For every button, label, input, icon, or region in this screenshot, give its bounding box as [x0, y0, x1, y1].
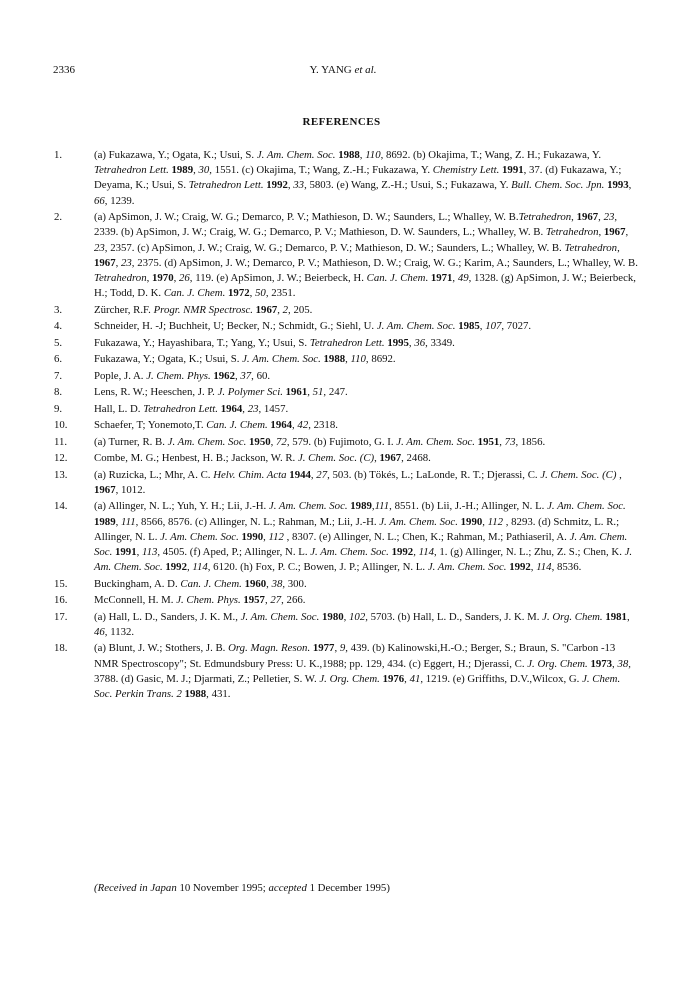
reference-item — [54, 148, 639, 209]
journal-italic: J. Am. Chem. Soc. — [427, 561, 507, 574]
reference-text — [94, 320, 531, 332]
journal-italic: 111 — [121, 515, 136, 528]
journal-italic: 2 — [282, 303, 289, 316]
year-bold: 1993 — [607, 179, 629, 192]
reference-number: 8. — [54, 386, 63, 399]
journal-italic: 38 — [617, 657, 629, 670]
running-head-author: Y. YANG — [309, 64, 352, 76]
reference-segment: , 2339. (b) ApSimon, J. W.; Craig, W. G.; Demarco, P. V.; Mathieson, D. W. Saunders, L.; Whalley, W. B. — [94, 211, 618, 239]
reference-number: 10. — [54, 419, 68, 432]
reference-segment: , 60. — [251, 369, 271, 382]
reference-segment: , — [345, 353, 351, 366]
received-note — [94, 882, 390, 894]
reference-text — [94, 500, 632, 573]
year-bold: 1967 — [603, 226, 626, 239]
journal-italic: J. Org. Chem. — [319, 672, 380, 685]
reference-item — [54, 319, 639, 334]
year-bold: 1967 — [379, 452, 402, 465]
reference-segment: , — [136, 545, 142, 558]
reference-segment: , 1. (g) Allinger, N. L.; Zhu, Z. S.; Chen, K. — [434, 545, 625, 558]
journal-italic: 42 — [297, 419, 309, 432]
year-bold: 1967 — [94, 256, 116, 269]
reference-segment: , — [452, 271, 458, 284]
journal-italic: Can. J. Chem. — [163, 287, 226, 300]
journal-italic: J. Am. Chem. Soc. — [160, 530, 239, 543]
reference-segment: , — [571, 211, 577, 224]
reference-segment: , — [266, 577, 272, 590]
journal-italic: Tetrahedron Lett. — [94, 164, 169, 177]
year-bold: 1980 — [322, 610, 344, 623]
journal-italic: 36 — [414, 336, 426, 349]
received-open: (Received in Japan — [94, 882, 177, 894]
year-bold: 1989 — [94, 515, 116, 528]
journal-italic: Chemistry Lett. — [432, 164, 500, 177]
reference-segment: , — [530, 561, 537, 574]
reference-text — [94, 149, 631, 207]
year-bold: 1973 — [590, 657, 613, 670]
reference-number: 14. — [54, 500, 68, 513]
reference-segment: , — [173, 271, 179, 284]
year-bold: 1992 — [509, 561, 531, 574]
reference-text — [94, 370, 270, 382]
reference-segment: , — [598, 211, 604, 224]
reference-segment: , 1219. (e) Griffiths, D.V.,Wilcox, G. — [420, 672, 583, 685]
reference-segment: , — [413, 545, 419, 558]
journal-italic: 102 — [349, 610, 366, 623]
year-bold: 1971 — [430, 271, 453, 284]
reference-text — [94, 436, 545, 448]
page-number: 2336 — [53, 64, 75, 76]
reference-segment: (a) Allinger, N. L.; Yuh, Y. H.; Lii, J.-H. — [94, 500, 269, 513]
reference-segment: (a) Blunt, J. W.; Stothers, J. B. — [94, 642, 229, 655]
journal-italic: J. Am. Chem. Soc. — [256, 149, 336, 161]
journal-italic: J. Org. Chem. — [527, 657, 588, 670]
journal-italic: Org. Magn. Reson. — [228, 642, 311, 655]
reference-segment: (a) Turner, R. B. — [94, 435, 168, 448]
year-bold: 1989 — [350, 500, 372, 513]
year-bold: 1964 — [220, 402, 243, 415]
reference-segment: , 4505. (f) Aped, P.; Allinger, N. L. — [157, 545, 311, 558]
reference-segment: , — [371, 500, 375, 513]
reference-segment: , 8692. (b) Okajima, T.; Wang, Z. H.; Fukazawa, Y. — [380, 149, 602, 161]
journal-italic: 46 — [94, 625, 105, 638]
reference-segment: , — [292, 419, 298, 432]
reference-segment: Schaefer, T; Yonemoto,T. — [94, 419, 207, 432]
reference-item — [54, 610, 639, 640]
year-bold: 1990 — [460, 515, 483, 528]
reference-number: 2. — [54, 211, 63, 224]
reference-segment: , — [270, 435, 277, 448]
reference-number: 9. — [54, 402, 63, 415]
journal-italic: 114 — [536, 561, 552, 574]
reference-segment: Zürcher, R.F. — [94, 303, 154, 316]
journal-italic: Tetrahedron — [518, 211, 572, 224]
reference-text — [94, 642, 631, 700]
year-bold: 1967 — [576, 211, 599, 224]
year-bold: 1967 — [94, 483, 116, 496]
year-bold: 1995 — [387, 336, 409, 349]
journal-italic: J. Am. Chem. Soc. — [396, 435, 475, 448]
journal-italic: 23 — [603, 211, 615, 224]
accepted-date: 1 December 1995) — [309, 882, 390, 894]
reference-segment: , — [499, 435, 505, 448]
reference-number: 1. — [54, 149, 63, 161]
reference-segment: , 247. — [323, 386, 348, 399]
journal-italic: 110 — [365, 149, 381, 161]
reference-segment: , 439. (b) Kalinowski,H.-O.; Berger, S.; Braun, S. "Carbon -13 NMR Spectroscopy"; St. Edmundsbury Press: U. K.,1988; pp. 129, 434. (c) Eggert, H.; Djerassi, C. — [94, 642, 616, 670]
journal-italic: 49 — [457, 271, 469, 284]
journal-italic: Tetrahedron — [94, 271, 147, 284]
reference-number: 18. — [54, 642, 68, 655]
journal-italic: 37 — [240, 369, 252, 382]
journal-italic: Helv. Chim. Acta — [213, 468, 287, 481]
journal-italic: J. Am. Chem. Soc. — [242, 353, 321, 366]
journal-italic: J. Chem. Phys. — [176, 594, 241, 607]
reference-item — [54, 210, 639, 301]
reference-segment: , 1239. — [104, 194, 135, 207]
reference-segment: Lens, R. W.; Heeschen, J. P. — [94, 386, 218, 399]
reference-text — [94, 403, 288, 415]
reference-text — [94, 578, 307, 590]
reference-item — [54, 451, 639, 466]
reference-segment: , 8692. — [365, 353, 396, 366]
year-bold: 1991 — [115, 545, 137, 558]
reference-segment: , — [625, 226, 629, 239]
reference-segment: , — [628, 179, 632, 192]
journal-italic: J. Am. Chem. Soc. — [379, 515, 458, 528]
journal-italic: 112 — [487, 515, 504, 528]
reference-segment: Buckingham, A. D. — [94, 577, 181, 590]
journal-italic: J. Chem. Soc. (C) — [297, 452, 375, 465]
reference-segment: , 5803. (e) Wang, Z.-H.; Usui, S.; Fukazawa, Y. — [304, 179, 512, 192]
reference-segment: , — [404, 672, 410, 685]
reference-segment: Hall, L. D. — [94, 402, 144, 415]
reference-segment: , 205. — [288, 303, 313, 316]
reference-segment: , — [146, 271, 152, 284]
journal-italic: J. Am. Chem. Soc. — [94, 545, 633, 574]
journal-italic: Tetrahedron Lett. — [143, 402, 218, 415]
year-bold: 1967 — [255, 303, 278, 316]
reference-segment: , — [307, 386, 313, 399]
reference-segment: , — [287, 179, 294, 192]
journal-italic: J. Chem. Soc. Perkin Trans. 2 — [94, 672, 621, 700]
reference-segment: , 1328. (g) ApSimon, J. W.; Beierbeck, H.; Todd, D. K. — [94, 271, 636, 300]
journal-italic: 112 — [268, 530, 284, 543]
reference-number: 4. — [54, 320, 63, 333]
journal-italic: Progr. NMR Spectrosc. — [153, 303, 253, 316]
year-bold: 1988 — [323, 353, 346, 366]
reference-segment: , — [186, 561, 193, 574]
journal-italic: J. Am. Chem. Soc. — [376, 320, 456, 333]
reference-number: 6. — [54, 353, 63, 366]
year-bold: 1990 — [241, 530, 264, 543]
reference-segment: , — [249, 287, 256, 300]
reference-segment: , — [479, 320, 486, 333]
journal-italic: J. Chem. Phys. — [146, 369, 211, 382]
journal-italic: 27 — [316, 468, 328, 481]
journal-italic: 72 — [276, 435, 287, 448]
reference-segment: , 2468. — [401, 452, 431, 465]
reference-segment: , — [234, 369, 241, 382]
reference-item — [54, 402, 639, 417]
reference-segment: , — [115, 515, 121, 528]
reference-segment: (a) Ruzicka, L.; Mhr, A. C. — [94, 468, 214, 481]
reference-segment: , 1856. — [515, 435, 546, 448]
reference-segment: , — [264, 594, 271, 607]
reference-segment: Combe, M. G.; Henbest, H. B.; Jackson, W. R. — [94, 452, 298, 465]
year-bold: 1981 — [605, 610, 627, 623]
reference-segment: , 1551. (c) Okajima, T.; Wang, Z.-H.; Fukazawa, Y. — [209, 164, 433, 177]
reference-segment: , 8293. (d) Schmitz, L. R.; Allinger, N. L. — [94, 515, 620, 543]
reference-segment: , — [334, 642, 340, 655]
reference-segment: , 2351. — [265, 287, 296, 300]
year-bold: 1944 — [289, 468, 311, 481]
reference-segment: , 8307. (e) Allinger, N. L.; Chen, K.; Rahman, M.; Pathiaseril, A. — [283, 530, 570, 543]
running-head-etal: et al. — [354, 64, 377, 76]
reference-number: 17. — [54, 610, 68, 623]
reference-item — [54, 385, 639, 400]
reference-text — [94, 353, 396, 365]
journal-italic: Can. J. Chem. — [206, 419, 268, 432]
reference-item — [54, 641, 639, 702]
journal-italic: 107 — [485, 320, 502, 333]
journal-italic: 9 — [339, 642, 346, 655]
reference-segment: , 300. — [282, 577, 307, 590]
reference-number: 5. — [54, 336, 63, 349]
reference-segment: Fukazawa, Y.; Hayashibara, T.; Yang, Y.; Usui, S. — [94, 336, 310, 349]
reference-text — [94, 386, 348, 398]
reference-number: 7. — [54, 369, 63, 382]
reference-segment: , 7027. — [501, 320, 532, 333]
reference-item — [54, 352, 639, 367]
reference-segment: , — [616, 468, 622, 481]
reference-segment: , 266. — [281, 594, 306, 607]
reference-text — [94, 337, 455, 349]
journal-italic: 30 — [198, 164, 210, 177]
references-heading: REFERENCES — [302, 116, 381, 128]
reference-segment: , 8566, 8576. (c) Allinger, N. L.; Rahman, M.; Lii, J.-H. — [135, 515, 380, 528]
reference-segment: , — [359, 149, 366, 161]
year-bold: 1970 — [152, 271, 174, 284]
year-bold: 1977 — [312, 642, 335, 655]
reference-segment: , 503. (b) Tökés, L.; LaLonde, R. T.; Djerassi, C. — [327, 468, 541, 481]
reference-segment: , — [310, 468, 317, 481]
journal-italic: J. Am. Chem. Soc. — [94, 530, 628, 558]
year-bold: 1991 — [502, 164, 524, 177]
reference-list — [54, 148, 639, 703]
journal-italic: 113 — [142, 545, 158, 558]
reference-segment: Schneider, H. -J; Buchheit, U; Becker, N.; Schmidt, G.; Siehl, U. — [94, 320, 377, 333]
reference-segment: , — [612, 657, 618, 670]
journal-italic: 50 — [255, 287, 266, 300]
reference-segment: , — [115, 256, 121, 269]
journal-italic: Can. J. Chem — [366, 271, 426, 284]
reference-segment: , — [408, 336, 415, 349]
reference-item — [54, 577, 639, 592]
year-bold: 1988 — [184, 687, 207, 700]
reference-segment: , 2375. (d) ApSimon, J. W.; Demarco, P. V.; Mathieson, D. W.; Craig, W. G.; Karim, A.; Saunders, L.; Whalley, W. B. — [131, 256, 638, 269]
journal-italic: 26 — [179, 271, 190, 284]
journal-italic: J. Am. Chem. Soc. — [547, 500, 626, 513]
reference-segment: , 1132. — [104, 625, 135, 638]
journal-italic: J. Am. Chem. Soc. — [240, 610, 320, 623]
journal-italic: 33 — [293, 179, 305, 192]
reference-item — [54, 435, 639, 450]
journal-italic: Can. J. Chem. — [180, 577, 242, 590]
journal-italic: 23 — [247, 402, 259, 415]
reference-text — [94, 594, 305, 606]
journal-italic: Tetrahedron Lett. — [188, 179, 264, 192]
journal-italic: 114 — [192, 561, 208, 574]
reference-segment: McConnell, H. M. — [94, 594, 177, 607]
journal-italic: Bull. Chem. Soc. Jpn. — [511, 179, 605, 192]
journal-italic: 66 — [94, 194, 105, 207]
reference-segment: Fukazawa, Y.; Ogata, K.; Usui, S. — [94, 353, 243, 366]
year-bold: 1992 — [266, 179, 288, 192]
reference-segment: . — [425, 271, 431, 284]
reference-item — [54, 369, 639, 384]
reference-segment: , 2357. (c) ApSimon, J. W.; Craig, W. G.; Demarco, P. V.; Mathieson, D. W.; Saunders, L.; Whalley, W. B. — [104, 241, 565, 254]
reference-segment: , 579. (b) Fujimoto, G. I. — [286, 435, 397, 448]
year-bold: 1988 — [338, 149, 360, 161]
reference-segment: , — [598, 226, 604, 239]
reference-segment: , — [343, 610, 350, 623]
reference-segment: , — [374, 452, 380, 465]
reference-segment: , 2318. — [308, 419, 338, 432]
journal-italic: Tetrahedron — [545, 226, 599, 239]
reference-text — [94, 419, 338, 431]
reference-number: 13. — [54, 468, 68, 481]
journal-italic: J. Polymer Sci. — [217, 386, 283, 399]
reference-item — [54, 468, 639, 498]
reference-segment: , 119. (e) ApSimon, J. W.; Beierbeck, H. — [189, 271, 367, 284]
journal-italic: J. Org. Chem. — [542, 610, 603, 623]
journal-italic: 23 — [121, 256, 132, 269]
reference-item — [54, 336, 639, 351]
reference-segment: , — [263, 530, 269, 543]
journal-italic: 51 — [312, 386, 324, 399]
year-bold: 1960 — [244, 577, 267, 590]
reference-text — [94, 611, 630, 638]
year-bold: 1992 — [391, 545, 414, 558]
journal-italic: 110 — [350, 353, 366, 366]
reference-segment: , — [242, 402, 248, 415]
year-bold: 1951 — [477, 435, 500, 448]
reference-segment: (a) ApSimon, J. W.; Craig, W. G.; Demarco, P. V.; Mathieson, D. W.; Saunders, L.; Whalley, W. B. — [94, 211, 519, 224]
journal-italic: J. Am. Chem. Soc. — [268, 500, 348, 513]
reference-item — [54, 303, 639, 318]
received-date: 10 November 1995; — [179, 882, 266, 894]
reference-item — [54, 499, 639, 575]
reference-segment: , — [277, 303, 283, 316]
journal-italic: Tetrahedron — [564, 241, 618, 254]
reference-item — [54, 418, 639, 433]
reference-number: 12. — [54, 452, 68, 465]
journal-italic: 114 — [418, 545, 434, 558]
journal-italic: Tetrahedron Lett. — [309, 336, 385, 349]
journal-italic: J. Am. Chem. Soc. — [167, 435, 247, 448]
reference-segment: , — [193, 164, 199, 177]
reference-number: 3. — [54, 303, 63, 316]
reference-segment: , 5703. (b) Hall, L. D., Sanders, J. K. M. — [365, 610, 543, 623]
year-bold: 1950 — [249, 435, 271, 448]
journal-italic: 23 — [94, 241, 105, 254]
reference-segment: , — [482, 515, 488, 528]
accepted-label: accepted — [268, 882, 307, 894]
reference-number: 16. — [54, 594, 68, 607]
reference-segment: , 431. — [206, 687, 231, 700]
year-bold: 1957 — [243, 594, 265, 607]
reference-segment: , 37. (d) Fukazawa, Y.; Deyama, K.; Usui, S. — [94, 164, 622, 192]
reference-segment: (a) Fukazawa, Y.; Ogata, K.; Usui, S. — [94, 149, 257, 161]
journal-italic: 73 — [504, 435, 516, 448]
reference-segment: , 8536. — [551, 561, 582, 574]
reference-segment: Pople, J. A. — [94, 369, 147, 382]
reference-text — [94, 469, 622, 496]
running-head — [53, 64, 633, 76]
reference-text — [94, 211, 638, 299]
journal-italic: 38 — [271, 577, 283, 590]
reference-segment: , — [617, 241, 620, 254]
journal-italic: 111 — [374, 500, 390, 513]
journal-italic: J. Chem. Soc. (C) — [540, 468, 617, 481]
year-bold: 1962 — [213, 369, 235, 382]
reference-number: 11. — [54, 435, 68, 448]
reference-segment: , 1012. — [115, 483, 146, 496]
year-bold: 1992 — [165, 561, 187, 574]
year-bold: 1961 — [285, 386, 308, 399]
reference-segment: (a) Hall, L. D., Sanders, J. K. M., — [94, 610, 241, 623]
reference-segment: , — [626, 610, 630, 623]
year-bold: 1989 — [171, 164, 194, 177]
reference-segment: , 8551. (b) Lii, J.-H.; Allinger, N. L. — [389, 500, 548, 513]
reference-item — [54, 593, 639, 608]
reference-segment: , 3788. (d) Gasic, M. J.; Djarmati, Z.; Pelletier, S. W. — [94, 657, 631, 685]
year-bold: 1964 — [270, 419, 293, 432]
journal-italic: 41 — [409, 672, 421, 685]
journal-italic: 27 — [270, 594, 282, 607]
year-bold: 1972 — [228, 287, 250, 300]
reference-segment: , 6120. (h) Fox, P. C.; Bowen, J. P.; Allinger, N. L. — [207, 561, 428, 574]
reference-number: 15. — [54, 577, 68, 590]
reference-segment: , 3349. — [425, 336, 455, 349]
year-bold: 1976 — [382, 672, 405, 685]
journal-italic: J. Am. Chem. Soc. — [310, 545, 389, 558]
year-bold: 1985 — [458, 320, 480, 333]
reference-text — [94, 452, 431, 464]
reference-text — [94, 304, 312, 316]
reference-segment: , 1457. — [258, 402, 289, 415]
page-header — [53, 64, 633, 80]
